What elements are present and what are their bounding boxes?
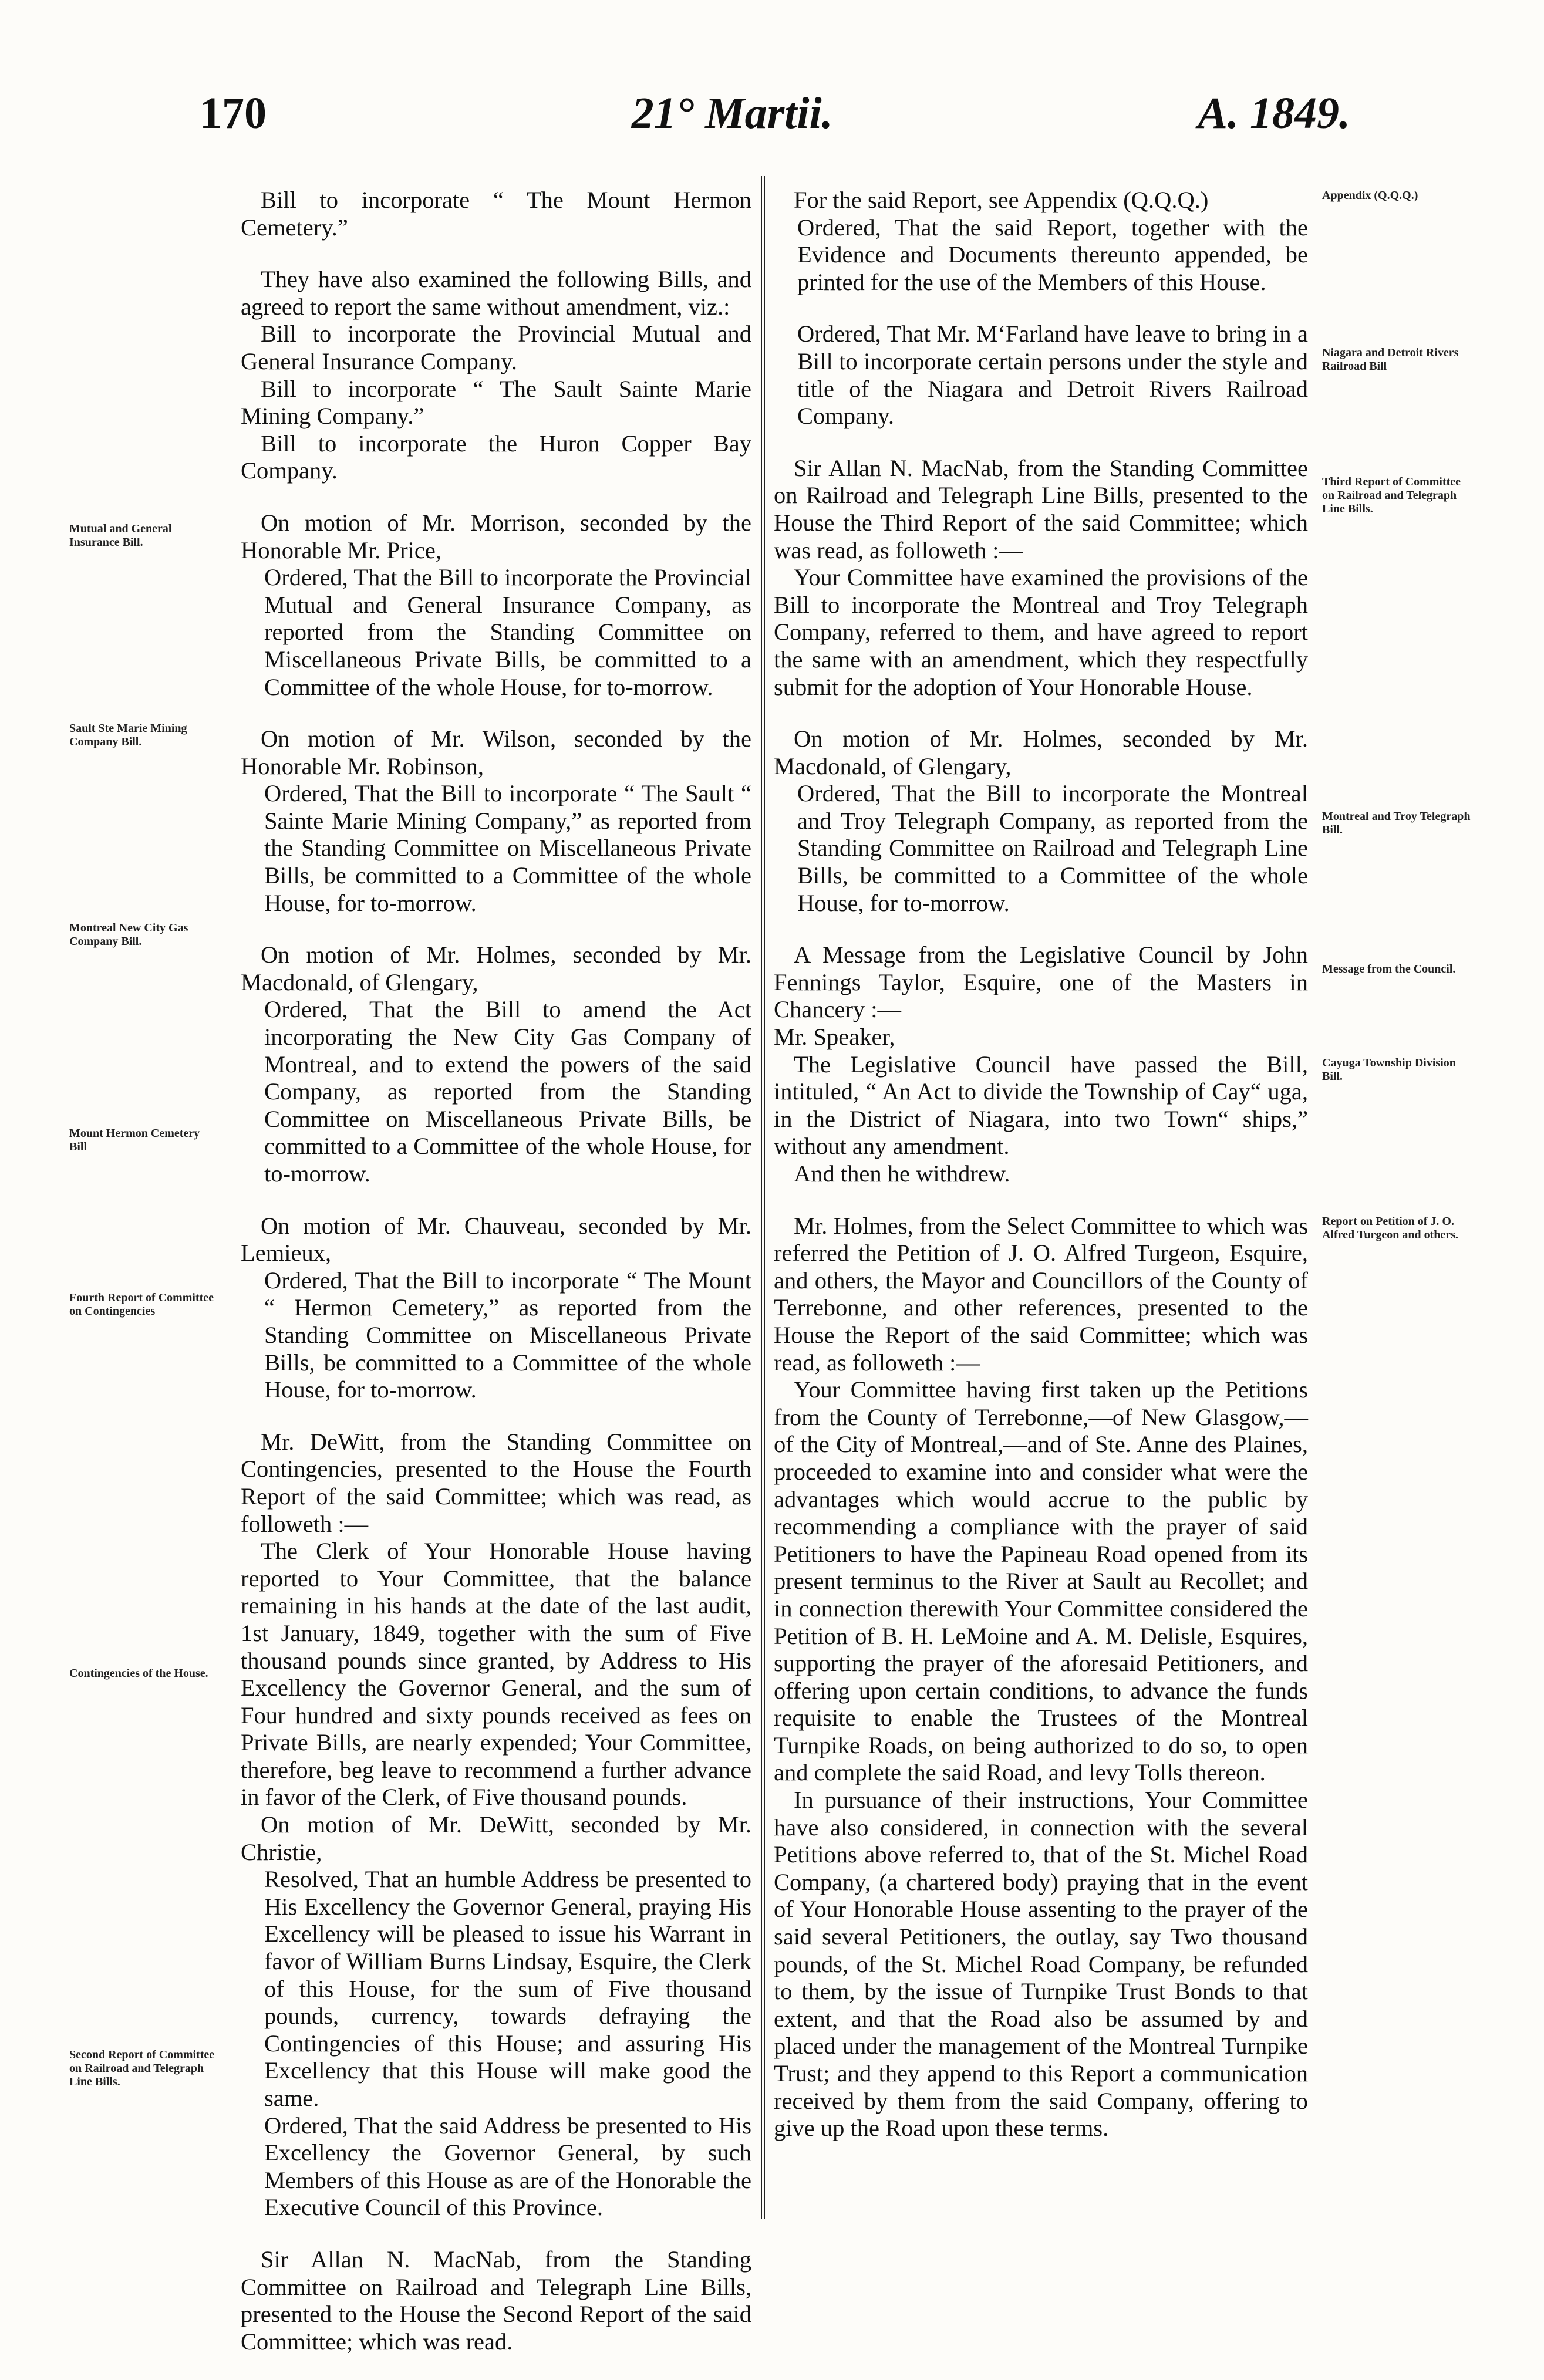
margin-note: Mutual and General Insurance Bill. [69, 522, 172, 549]
text-line: Ordered, That Mr. M‘Farland have leave to bring in a Bill to incorporate certain persons under the style and title of the Niagara and Detroit Rivers Railroad Company. [797, 320, 1308, 430]
text-line: Ordered, That the said Report, together with the Evidence and Documents thereunto appended, be printed for the use of the Members of this House. [797, 214, 1308, 295]
text-line: Your Committee having first taken up the Petitions from the County of Terrebonne,—of New Glasgow,—of the City of Montreal,—and of Ste. Anne des Plaines, proceeded to examine into and consider what were the advantages which would accrue to the public by recommending a compliance with the prayer of said Petitioners to have the Papineau Road opened from its present terminus to the River at Sault au Recollet; and in connection therewith Your Committee considered the Petition of B. H. LeMoine and A. M. Delisle, Esquires, supporting the prayer of the aforesaid Petitioners, and offering upon certain conditions, to advance the funds requisite to enable the Trustees of the Montreal Turnpike Roads, on being authorized to do so, to open and complete the said Road, and levy Tolls thereon. [774, 1376, 1308, 1786]
text-line: Bill to incorporate the Huron Copper Bay Company. [241, 430, 751, 484]
text-line: Bill to incorporate “ The Mount Hermon Cemetery.” [241, 187, 751, 241]
text-line: On motion of Mr. Wilson, seconded by the Honorable Mr. Robinson, [241, 725, 751, 779]
text-line: On motion of Mr. Chauveau, seconded by Mr. Lemieux, [241, 1212, 751, 1267]
margin-note: Third Report of Committee on Railroad and Telegraph Line Bills. [1322, 475, 1461, 515]
margin-note: Sault Ste Marie Mining Company Bill. [69, 722, 187, 748]
paragraph [774, 320, 1308, 430]
text-line: Ordered, That the Bill to incorporate “ The Sault “ Sainte Marie Mining Company,” as reported from the Standing Committee on Miscellaneous Private Bills, be committed to a Committee of the whole House, for to-morrow. [264, 780, 751, 916]
text-line: On motion of Mr. Holmes, seconded by Mr. Macdonald, of Glengary, [241, 941, 751, 995]
page-date: 21° Martii. [631, 89, 833, 138]
paragraph [241, 1429, 751, 2222]
paragraph [241, 187, 751, 241]
text-line: And then he withdrew. [794, 1160, 1010, 1187]
margin-note: Niagara and Detroit Rivers Railroad Bill [1322, 346, 1459, 373]
margin-note: Cayuga Township Division Bill. [1322, 1056, 1456, 1083]
paragraph [241, 509, 751, 701]
margin-note: Message from the Council. [1322, 963, 1456, 975]
text-line: Ordered, That the Bill to amend the Act incorporating the New City Gas Company of Montreal, and to extend the powers of the said Company, as reported from the Standing Committee on Miscellaneous Private Bills, be committed to a Committee of the whole House, for to-morrow. [264, 996, 751, 1187]
text-line: Mr. Speaker, [774, 1024, 895, 1051]
text-line: In pursuance of their instructions, Your Committee have also considered, in connection with the several Petitions above referred to, that of the St. Michel Road Company, (a chartered body) praying that in the event of Your Honorable House assenting to the prayer of the said several Petitioners, the outlay, say Two thousand pounds, of the St. Michel Road Company, be refunded to them, by the issue of Turnpike Trust Bonds to that extent, and that the Road also be assumed by and placed under the management of the Montreal Turnpike Trust; and they append to this Report a communication received by them from the said Company, offering to give up the Road upon these terms. [774, 1787, 1308, 2142]
page-year: A. 1849. [1198, 89, 1350, 138]
text-line: Ordered, That the said Address be presented to His Excellency the Governor General, by such Members of this House as are of the Honorable the Executive Council of this Province. [264, 2112, 751, 2221]
page-number: 170 [200, 89, 267, 138]
text-line: Sir Allan N. MacNab, from the Standing Committee on Railroad and Telegraph Line Bills, presented to the House the Third Report of the said Committee; which was read, as followeth :— [774, 454, 1308, 563]
text-line: Bill to incorporate “ The Sault Sainte Marie Mining Company.” [241, 375, 751, 430]
right-column [774, 187, 1308, 2167]
text-line: For the said Report, see Appendix (Q.Q.Q.) [794, 187, 1209, 213]
text-line: A Message from the Legislative Council by John Fennings Taylor, Esquire, one of the Masters in Chancery :— [774, 941, 1308, 1023]
text-line: On motion of Mr. Holmes, seconded by Mr. Macdonald, of Glengary, [774, 725, 1308, 779]
margin-note: Fourth Report of Committee on Contingencies [69, 1291, 214, 1318]
text-line: On motion of Mr. Morrison, seconded by the Honorable Mr. Price, [241, 509, 751, 563]
text-line: Sir Allan N. MacNab, from the Standing Committee on Railroad and Telegraph Line Bills, presented to the House the Second Report of the said Committee; which was read. [241, 2246, 751, 2355]
text-line: Mr. Holmes, from the Select Committee to which was referred the Petition of J. O. Alfred Turgeon, Esquire, and others, the Mayor and Councillors of the County of Terrebonne, and other references, presented to the House the Report of the said Committee; which was read, as followeth :— [774, 1212, 1308, 1376]
paragraph [774, 187, 1308, 296]
text-line: Bill to incorporate the Provincial Mutual and General Insurance Company. [241, 320, 751, 374]
text-line: The Legislative Council have passed the Bill, intituled, “ An Act to divide the Township of Cay“ uga, in the District of Niagara, into two Town“ ships,” without any amendment. [774, 1051, 1308, 1160]
left-column [241, 187, 751, 2380]
paragraph [241, 941, 751, 1187]
paragraph [241, 725, 751, 917]
page-header [200, 88, 1350, 158]
text-line: On motion of Mr. DeWitt, seconded by Mr. Christie, [241, 1811, 751, 1865]
margin-note: Mount Hermon Cemetery Bill [69, 1127, 200, 1153]
text-line: Ordered, That the Bill to incorporate the Provincial Mutual and General Insurance Company, as reported from the Standing Committee on Miscellaneous Private Bills, be committed to a Committee of the whole House, for to-morrow. [264, 564, 751, 700]
paragraph [774, 941, 1308, 1187]
paragraph [241, 2246, 751, 2355]
paragraph [774, 455, 1308, 701]
text-line: Mr. DeWitt, from the Standing Committee on Contingencies, presented to the House the Fourth Report of the said Committee; which was read, as followeth :— [241, 1428, 751, 1537]
margin-note: Contingencies of the House. [69, 1667, 208, 1680]
margin-note: Second Report of Committee on Railroad and Telegraph Line Bills. [69, 2048, 215, 2088]
paragraph [241, 266, 751, 485]
text-line: The Clerk of Your Honorable House having reported to Your Committee, that the balance remaining in his hands at the date of the last audit, 1st January, 1849, together with the sum of Five thousand pounds since granted, by Address to His Excellency the Governor General, and the sum of Four hundred and sixty pounds received as fees on Private Bills, are nearly expended; Your Committee, therefore, beg leave to recommend a further advance in favor of the Clerk, of Five thousand pounds. [241, 1538, 751, 1811]
text-line: They have also examined the following Bills, and agreed to report the same without amendment, viz.: [241, 266, 751, 320]
margin-note: Appendix (Q.Q.Q.) [1322, 189, 1418, 202]
margin-note: Report on Petition of J. O. Alfred Turgeon and others. [1322, 1215, 1458, 1241]
paragraph [774, 725, 1308, 917]
column-divider [761, 176, 762, 2219]
paragraph [241, 1213, 751, 1404]
margin-note: Montreal and Troy Telegraph Bill. [1322, 810, 1471, 836]
margin-note: Montreal New City Gas Company Bill. [69, 921, 188, 948]
text-line: Your Committee have examined the provisions of the Bill to incorporate the Montreal and Troy Telegraph Company, referred to them, and have agreed to report the same with an amendment, which they respectfully submit for the adoption of Your Honorable House. [774, 564, 1308, 700]
text-line: Ordered, That the Bill to incorporate the Montreal and Troy Telegraph Company, as reported from the Standing Committee on Railroad and Telegraph Line Bills, be committed to a Committee of the whole House, for to-morrow. [797, 780, 1308, 916]
paragraph [774, 1213, 1308, 2142]
text-line: Resolved, That an humble Address be presented to His Excellency the Governor General, praying His Excellency will be pleased to issue his Warrant in favor of William Burns Lindsay, Esquire, the Clerk of this House, for the sum of Five thousand pounds, currency, towards defraying the Contingencies of this House; and assuring His Excellency that this House will make good the same. [264, 1866, 751, 2111]
text-line: Ordered, That the Bill to incorporate “ The Mount “ Hermon Cemetery,” as reported from the Standing Committee on Miscellaneous Private Bills, be committed to a Committee of the whole House, for to-morrow. [264, 1267, 751, 1403]
